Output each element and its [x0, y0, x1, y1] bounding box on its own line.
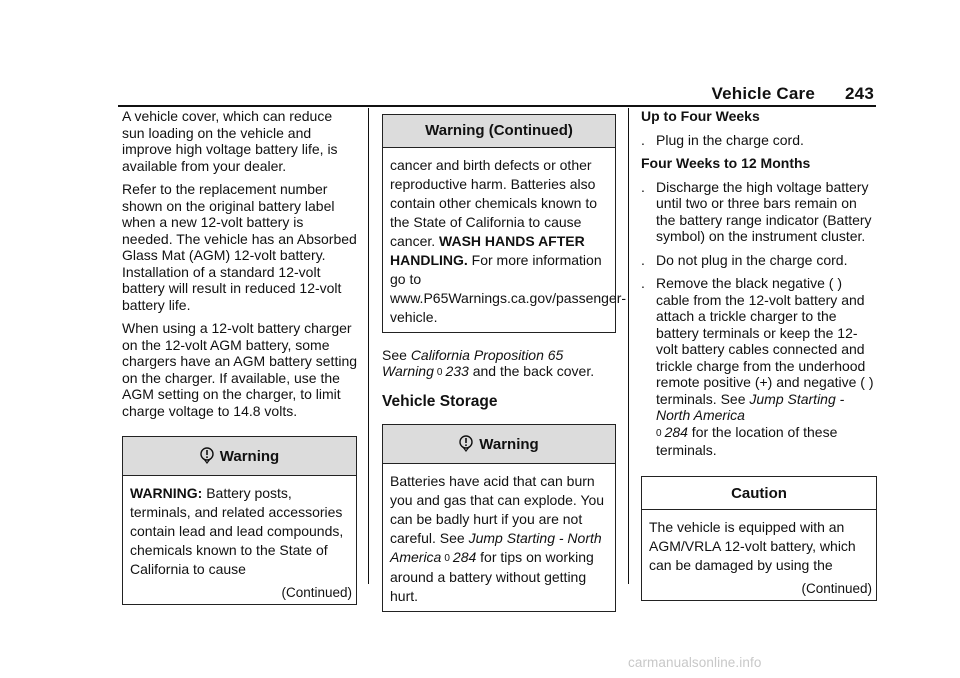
- jump-starting-page[interactable]: 284: [452, 548, 477, 565]
- caution-box: [641, 476, 877, 602]
- column-2: [382, 108, 627, 630]
- caution-body: The vehicle is equipped with an AGM/VRLA 12-volt battery, which can be damaged by using the: [649, 519, 856, 573]
- caution-title: Caution: [642, 477, 876, 511]
- warning-continued-header: Warning (Continued): [383, 115, 615, 148]
- column-divider-2: [628, 108, 629, 584]
- list-item-text: Do not plug in the charge cord.: [656, 251, 848, 268]
- prop65-link[interactable]: California Proposition 65 Warning: [382, 346, 564, 379]
- warning-title: Warning: [219, 448, 280, 465]
- list-item: [641, 275, 877, 459]
- section-title: Vehicle Care: [711, 84, 816, 103]
- continued-label: (Continued): [281, 584, 352, 600]
- list-item: [641, 132, 877, 149]
- bullet-marker: .: [641, 178, 645, 195]
- column-3: [641, 108, 877, 619]
- list-item-text: [656, 275, 877, 459]
- bullet-marker: .: [641, 275, 645, 291]
- page-ref-icon: 0: [444, 552, 450, 564]
- list-item-text-part: Remove the black negative ( ) cable from the 12-volt battery and attach a trickle charger to the battery terminals or keep the 12-volt battery cables connected and trickle charge from the underhood remote positive (+) and negative ( ) terminals. See: [656, 275, 874, 407]
- list-item-text-part-2: for the location of these terminals.: [656, 423, 838, 458]
- prop65-page[interactable]: 233: [445, 363, 469, 379]
- list-item-text: Discharge the high voltage battery until two or three bars remain on the battery range indicator (Battery symbol) on the instrument cluster.: [656, 178, 872, 244]
- paragraph-replacement-battery: Refer to the replacement number shown on the original battery label when a new 12-volt battery is needed. The vehicle has an Absorbed Glass Mat (AGM) 12-volt battery. Installation of a standard 12-volt battery will result in reduced 12-volt battery life.: [122, 181, 357, 313]
- warning-text: Battery posts, terminals, and related accessories contain lead and lead compounds, chemicals known to the State of California to cause: [130, 484, 344, 577]
- warning-icon: [200, 447, 214, 469]
- warning-acid-text-2: for tips on working around a battery without getting hurt.: [390, 548, 594, 604]
- warning-acid-title: Warning: [479, 436, 539, 453]
- paragraph-agm-charger: When using a 12-volt battery charger on the 12-volt AGM battery, some chargers have an AGM battery setting on the charger. If available, use the AGM setting on the charger, to limit charge voltage to 14.8 volts.: [122, 320, 358, 419]
- page-ref-icon: 0: [656, 427, 662, 439]
- up-to-four-weeks-heading: Up to Four Weeks: [641, 108, 760, 124]
- wash-hands-text: WASH HANDS AFTER HANDLING.: [390, 232, 585, 268]
- warning-continued-text-2: For more information go to www.P65Warnings.ca.gov/passenger-vehicle.: [390, 251, 627, 325]
- paragraph-vehicle-cover: A vehicle cover, which can reduce sun loading on the vehicle and improve high voltage battery life, is available from your dealer.: [122, 108, 338, 174]
- warning-icon: [459, 435, 473, 457]
- list-item: [641, 252, 877, 269]
- bullet-marker: .: [641, 131, 645, 148]
- warning-acid-text: Batteries have acid that can burn you and gas that can explode. You can be badly hurt if you are not careful. See: [390, 472, 605, 546]
- list-item-text: Plug in the charge cord.: [656, 131, 804, 148]
- jump-starting-page[interactable]: 284: [664, 423, 688, 440]
- warning-continued-body: [383, 148, 627, 332]
- column-1: [122, 108, 357, 623]
- watermark: carmanualsonline.info: [628, 655, 762, 670]
- see-prefix: See: [382, 346, 411, 363]
- warning-continued-text: cancer and birth defects or other reproductive harm. Batteries also contain other chemicals known to the State of California to cause cancer.: [390, 156, 597, 249]
- jump-starting-link[interactable]: Jump Starting - North America: [390, 529, 602, 565]
- bullet-marker: .: [641, 251, 645, 268]
- warning-acid-header: [383, 425, 615, 464]
- warning-box-continued: [382, 114, 627, 333]
- page-number: 243: [845, 84, 874, 103]
- header-rule: [118, 105, 876, 107]
- page-ref-icon: 0: [436, 367, 443, 378]
- warning-lead: WARNING:: [130, 484, 203, 501]
- see-suffix: and the back cover.: [468, 363, 595, 379]
- page-header: [712, 84, 875, 104]
- warning-box-acid: [382, 424, 616, 612]
- warning-body: [123, 476, 356, 584]
- see-reference: [382, 347, 616, 382]
- four-weeks-heading: Four Weeks to 12 Months: [641, 155, 811, 171]
- warning-acid-body: [383, 464, 615, 611]
- continued-label: (Continued): [801, 581, 872, 596]
- column-divider-1: [368, 108, 369, 584]
- jump-starting-link[interactable]: Jump Starting - North America: [656, 390, 845, 423]
- list-item: [641, 179, 877, 245]
- warning-box-header: [123, 437, 356, 476]
- vehicle-storage-heading: Vehicle Storage: [382, 392, 498, 410]
- warning-box-lead: [122, 436, 357, 605]
